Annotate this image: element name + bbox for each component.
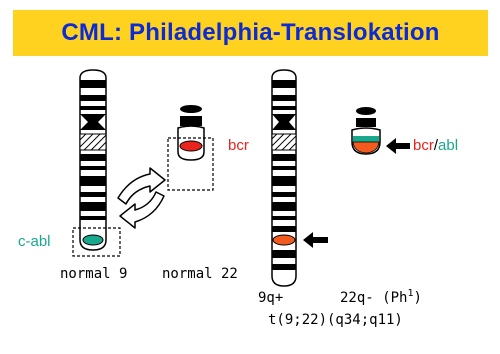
chromosome-9-normal: [73, 70, 120, 256]
normal-9-label: normal 9: [60, 266, 128, 282]
translocation-label: t(9;22)(q34;q11): [268, 312, 403, 328]
ph-superscript: 1: [407, 288, 414, 299]
9q-plus-label: 9q+: [258, 290, 284, 306]
chromosome-22-normal: [168, 105, 213, 190]
bcr-label-left: bcr: [228, 137, 249, 154]
abl-right-label: abl: [438, 137, 459, 154]
pointer-arrow-22q-icon: [386, 138, 410, 154]
page-title: CML: Philadelphia-Translokation: [61, 19, 440, 46]
chromosome-22q-minus: [352, 107, 380, 154]
bcr-right-label: bcr: [413, 137, 434, 154]
c-abl-band: [83, 235, 103, 245]
22q-minus-text: 22q- (Ph: [340, 290, 408, 306]
pointer-arrow-9q-icon: [303, 232, 328, 248]
c-abl-label: c-abl: [18, 233, 51, 250]
bcr-abl-label: [413, 137, 458, 154]
22q-minus-label: [340, 288, 422, 306]
slash-label: /: [433, 137, 439, 154]
fusion-band-9q: [273, 235, 295, 245]
bcr-band: [180, 141, 202, 151]
chromosome-9q-plus: [272, 70, 296, 286]
ph-close: ): [413, 290, 422, 306]
normal-22-label: normal 22: [162, 266, 238, 282]
